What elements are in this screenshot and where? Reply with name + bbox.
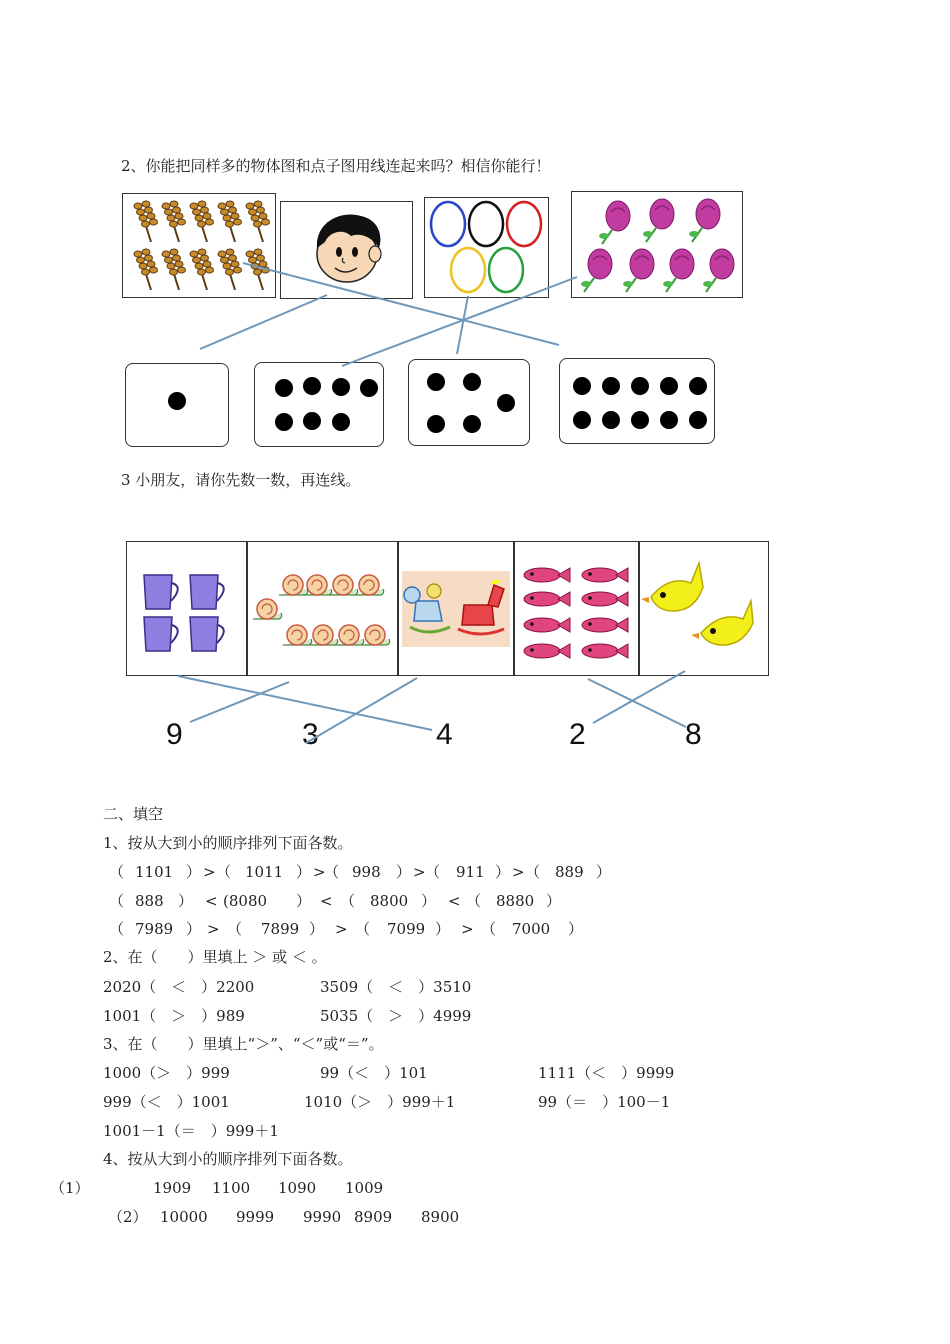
section2-heading: 二、填空 xyxy=(103,805,164,823)
compare-item[interactable]: 1001－1（＝ ）999＋1 xyxy=(103,1122,279,1140)
snail-icon xyxy=(355,575,384,595)
paren: （ xyxy=(109,892,125,910)
fish-icon xyxy=(582,644,628,658)
dot xyxy=(275,379,293,397)
number-item: 9990 xyxy=(303,1208,342,1226)
flower-icon xyxy=(703,249,734,292)
compare-item[interactable]: 1000（＞ ）999 xyxy=(103,1064,230,1082)
fish-icon xyxy=(524,644,570,658)
wheat-ear-icon xyxy=(134,249,158,290)
paren: （ xyxy=(525,863,541,881)
q3-title: 3 小朋友，请你先数一数，再连线。 xyxy=(121,471,361,489)
paren: （ xyxy=(355,920,371,938)
lt-sign: < xyxy=(448,892,461,910)
paren: ） xyxy=(568,920,584,938)
s2-q4-title: 4、按从大到小的顺序排列下面各数。 xyxy=(103,1150,353,1168)
boy-picture[interactable] xyxy=(280,201,413,299)
compare-item[interactable]: 999（＜ ）1001 xyxy=(103,1093,230,1111)
paren: ） xyxy=(435,920,451,938)
dice-5[interactable] xyxy=(408,359,530,446)
number-4[interactable]: 4 xyxy=(436,718,453,751)
paren: ） xyxy=(309,920,325,938)
flower-icon xyxy=(581,249,612,292)
cup-icon xyxy=(190,575,224,609)
line-rings-to-dice5 xyxy=(457,296,468,354)
answer-cell[interactable]: 7989 xyxy=(135,920,174,938)
number-item: 8900 xyxy=(421,1208,460,1226)
rocking-horses-icon[interactable] xyxy=(398,541,513,676)
number-item: 1090 xyxy=(278,1179,317,1197)
dot xyxy=(573,411,591,429)
dot xyxy=(360,379,378,397)
dot xyxy=(631,411,649,429)
wheat-ear-icon xyxy=(162,249,186,290)
gt-sign: > xyxy=(207,920,220,938)
dot xyxy=(497,394,515,412)
paren: （ xyxy=(425,863,441,881)
dot xyxy=(332,413,350,431)
dot xyxy=(689,411,707,429)
fish-icon xyxy=(582,618,628,632)
number-item: 1009 xyxy=(345,1179,384,1197)
answer-cell[interactable]: 7000 xyxy=(512,920,551,938)
paren: ） xyxy=(495,863,511,881)
wheat-ear-icon xyxy=(190,201,214,242)
fish-icon xyxy=(582,592,628,606)
dot xyxy=(427,415,445,433)
wheat-ear-icon xyxy=(134,201,158,242)
answer-cell[interactable]: 1011 xyxy=(245,863,284,881)
paren: ） xyxy=(186,920,202,938)
number-item: 1100 xyxy=(212,1179,251,1197)
wheat-ear-icon xyxy=(246,249,270,290)
number-item: 8909 xyxy=(354,1208,393,1226)
dot xyxy=(602,411,620,429)
dot xyxy=(660,411,678,429)
birds-icon[interactable] xyxy=(639,541,769,676)
flower-icon xyxy=(623,249,654,292)
compare-item[interactable]: 3509（ ＜ ）3510 xyxy=(320,978,472,996)
compare-item[interactable]: 1001（ ＞ ）989 xyxy=(103,1007,245,1025)
paren: ） xyxy=(546,892,562,910)
fish-icon xyxy=(524,592,570,606)
lt-sign: < xyxy=(205,892,218,910)
boy-face-icon xyxy=(281,202,411,297)
snails-icon[interactable] xyxy=(247,541,397,676)
flowers-picture[interactable] xyxy=(571,191,743,298)
lt-sign: < xyxy=(320,892,333,910)
paren: ） xyxy=(178,892,194,910)
fish-icon xyxy=(582,568,628,582)
dot xyxy=(660,377,678,395)
answer-cell[interactable]: 7099 xyxy=(387,920,426,938)
dot xyxy=(275,413,293,431)
dot xyxy=(573,377,591,395)
paren: （ xyxy=(216,863,232,881)
line-horses-to-3 xyxy=(306,678,417,743)
compare-item[interactable]: 5035（ ＞ ）4999 xyxy=(320,1007,472,1025)
answer-cell[interactable]: 911 xyxy=(456,863,485,881)
cup-icon xyxy=(144,575,178,609)
flower-icon xyxy=(643,199,674,242)
flower-icon xyxy=(689,199,720,242)
cup-icon xyxy=(144,617,178,651)
snail-icon xyxy=(361,625,390,645)
snail-icon xyxy=(253,599,282,619)
dot xyxy=(332,378,350,396)
answer-cell[interactable]: 7899 xyxy=(261,920,300,938)
flower-icon xyxy=(599,201,630,244)
cups-icon[interactable] xyxy=(126,541,246,676)
dot xyxy=(303,412,321,430)
gt-sign: > xyxy=(461,920,474,938)
paren: （ xyxy=(324,863,340,881)
wheat-ears-icon xyxy=(123,194,273,294)
dot xyxy=(463,373,481,391)
dot xyxy=(631,377,649,395)
number-3[interactable]: 3 xyxy=(302,718,319,751)
answer-cell[interactable]: 8800 xyxy=(370,892,409,910)
dot xyxy=(689,377,707,395)
paren: ） xyxy=(296,863,312,881)
number-item: 1909 xyxy=(153,1179,192,1197)
paren: ） xyxy=(186,863,202,881)
rings-icon xyxy=(425,198,547,296)
answer-cell[interactable]: 888 xyxy=(135,892,164,910)
dot xyxy=(602,377,620,395)
rings-picture[interactable] xyxy=(424,197,549,298)
compare-item[interactable]: 99（＜ ）101 xyxy=(320,1064,428,1082)
number-8[interactable]: 8 xyxy=(685,718,702,751)
number-9[interactable]: 9 xyxy=(166,718,183,751)
paren: （ xyxy=(227,920,243,938)
answer-cell[interactable]: (8080 xyxy=(223,892,268,910)
paren: ） xyxy=(421,892,437,910)
q2-title: 2、你能把同样多的物体图和点子图用线连起来吗？相信你能行！ xyxy=(121,157,551,175)
number-2[interactable]: 2 xyxy=(569,718,586,751)
gt-sign: > xyxy=(512,863,525,881)
compare-item[interactable]: 2020（ ＜ ）2200 xyxy=(103,978,255,996)
paren: （ xyxy=(109,920,125,938)
answer-cell[interactable]: 1101 xyxy=(135,863,174,881)
fish-icon[interactable] xyxy=(514,541,638,676)
dot xyxy=(168,392,186,410)
answer-cell[interactable]: 889 xyxy=(555,863,584,881)
dice-10[interactable] xyxy=(559,358,715,444)
snail-icon xyxy=(335,625,364,645)
gt-sign: > xyxy=(203,863,216,881)
paren: （ xyxy=(109,863,125,881)
compare-item[interactable]: 99（＝ ）100－1 xyxy=(538,1093,671,1111)
s2-q1-title: 1、按从大到小的顺序排列下面各数。 xyxy=(103,834,353,852)
fish-icon xyxy=(524,568,570,582)
flowers-icon xyxy=(572,192,740,295)
wheat-ear-icon xyxy=(190,249,214,290)
wheat-picture[interactable] xyxy=(122,193,276,298)
dice-7[interactable] xyxy=(254,362,384,447)
s2-q2-title: 2、在（ ）里填上 ＞ 或 ＜ 。 xyxy=(103,948,327,966)
line-birds-to-2 xyxy=(593,671,685,723)
dice-1[interactable] xyxy=(125,363,229,447)
answer-cell[interactable]: 998 xyxy=(352,863,381,881)
part-label: （1） xyxy=(50,1179,90,1197)
cup-icon xyxy=(190,617,224,651)
dot xyxy=(303,377,321,395)
part-label: （2） xyxy=(108,1208,148,1226)
answer-cell[interactable]: 8880 xyxy=(496,892,535,910)
number-item: 9999 xyxy=(236,1208,275,1226)
wheat-ear-icon xyxy=(246,201,270,242)
wheat-ear-icon xyxy=(218,249,242,290)
snail-icon xyxy=(329,575,358,595)
gt-sign: > xyxy=(413,863,426,881)
gt-sign: > xyxy=(335,920,348,938)
snail-icon xyxy=(279,575,308,595)
dot xyxy=(427,373,445,391)
snail-icon xyxy=(283,625,312,645)
gt-sign: > xyxy=(313,863,326,881)
number-item: 10000 xyxy=(160,1208,208,1226)
paren: （ xyxy=(466,892,482,910)
paren: （ xyxy=(481,920,497,938)
compare-item[interactable]: 1111（＜ ）9999 xyxy=(538,1064,675,1082)
wheat-ear-icon xyxy=(162,201,186,242)
line-snails-to-9 xyxy=(190,682,289,722)
snail-icon xyxy=(309,625,338,645)
wheat-ear-icon xyxy=(218,201,242,242)
fish-icon xyxy=(524,618,570,632)
dot xyxy=(463,415,481,433)
paren: ） xyxy=(296,892,312,910)
s2-q3-title: 3、在（ ）里填上“＞”、“＜”或“＝”。 xyxy=(103,1035,384,1053)
paren: （ xyxy=(340,892,356,910)
paren: ） xyxy=(396,863,412,881)
flower-icon xyxy=(663,249,694,292)
paren: ） xyxy=(596,863,612,881)
line-fish-to-8 xyxy=(588,679,686,727)
line-boy-to-dice1 xyxy=(200,295,327,349)
compare-item[interactable]: 1010（＞ ）999＋1 xyxy=(304,1093,456,1111)
